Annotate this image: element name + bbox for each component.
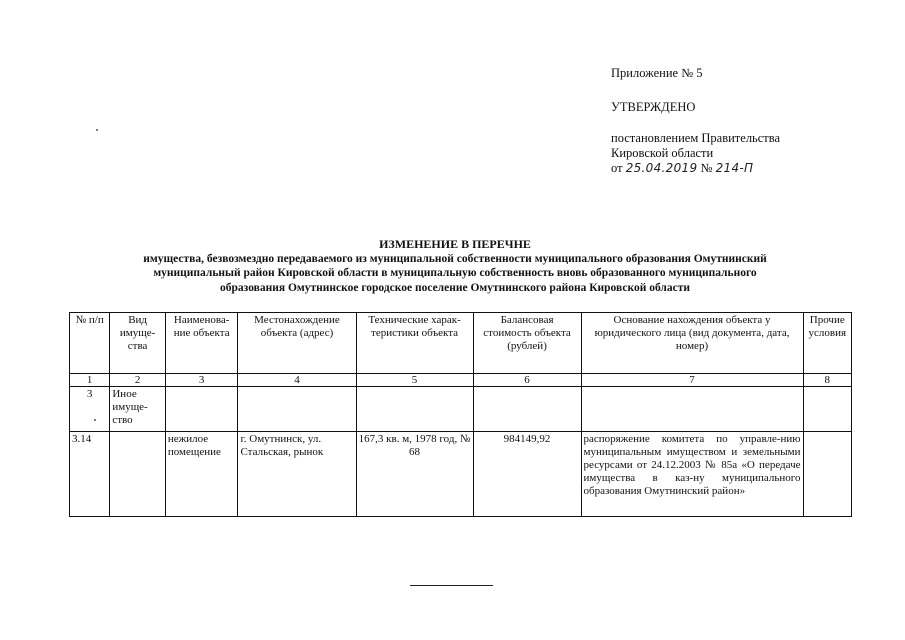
header-cell: Вид имуще-ства xyxy=(110,313,165,374)
handwritten-date: 25.04.2019 xyxy=(625,161,698,175)
empty-cell xyxy=(803,387,851,432)
approved-label: УТВЕРЖДЕНО xyxy=(611,100,696,114)
empty-cell xyxy=(581,387,803,432)
property-table xyxy=(69,312,852,517)
column-number: 2 xyxy=(110,374,165,387)
header-cell: № п/п xyxy=(70,313,110,374)
table-header-row xyxy=(70,313,852,374)
column-number: 3 xyxy=(165,374,238,387)
empty-cell xyxy=(165,387,238,432)
column-number: 8 xyxy=(803,374,851,387)
table-row xyxy=(70,432,852,517)
column-number: 5 xyxy=(356,374,473,387)
approval-block xyxy=(611,66,780,176)
column-number: 4 xyxy=(238,374,356,387)
row-other xyxy=(803,432,851,517)
document-title xyxy=(70,237,840,295)
signature-line xyxy=(410,585,493,586)
row-value: 984149,92 xyxy=(473,432,581,517)
column-number: 1 xyxy=(70,374,110,387)
title-line-3: образования Омутнинское городское поселение Омутнинского района Кировской области xyxy=(220,281,690,294)
row-tech: 167,3 кв. м, 1978 год, № 68 xyxy=(356,432,473,517)
scan-speck xyxy=(94,419,96,421)
date-prefix: от xyxy=(611,161,623,175)
column-number: 7 xyxy=(581,374,803,387)
category-row xyxy=(70,387,852,432)
title-main: ИЗМЕНЕНИЕ В ПЕРЕЧНЕ xyxy=(379,237,531,251)
empty-cell xyxy=(473,387,581,432)
appendix-label: Приложение № 5 xyxy=(611,66,703,80)
row-name: нежилое помещение xyxy=(165,432,238,517)
empty-cell xyxy=(238,387,356,432)
handwritten-number: 214-П xyxy=(715,161,754,175)
header-cell: Местонахождение объекта (адрес) xyxy=(238,313,356,374)
row-kind xyxy=(110,432,165,517)
header-cell: Наименова-ние объекта xyxy=(165,313,238,374)
approved-by-line2: Кировской области xyxy=(611,146,714,160)
scan-speck xyxy=(96,129,98,131)
number-prefix: № xyxy=(700,161,713,175)
category-number: 3 xyxy=(70,387,110,432)
title-line-2: муниципальный район Кировской области в муниципальную собственность вновь образованного муниципального xyxy=(153,267,757,279)
row-basis: распоряжение комитета по управле-нию муниципальным имуществом и земельными ресурсами от 24.12.2003 № 85а «О передаче имущества в каз-ну муниципального образования Омутнинский район» xyxy=(581,432,803,517)
column-numbers-row xyxy=(70,374,852,387)
empty-cell xyxy=(356,387,473,432)
header-cell: Технические харак-теристики объекта xyxy=(356,313,473,374)
header-cell: Прочие условия xyxy=(803,313,851,374)
header-cell: Основание нахождения объекта у юридического лица (вид документа, дата, номер) xyxy=(581,313,803,374)
row-address: г. Омутнинск, ул. Стальская, рынок xyxy=(238,432,356,517)
column-number: 6 xyxy=(473,374,581,387)
category-kind: Иное имуще-ство xyxy=(110,387,165,432)
row-number: 3.14 xyxy=(70,432,110,517)
approval-date-line xyxy=(611,161,780,176)
approved-by-line1: постановлением Правительства xyxy=(611,131,781,145)
header-cell: Балансовая стоимость объекта (рублей) xyxy=(473,313,581,374)
title-line-1: имущества, безвозмездно передаваемого из муниципальной собственности муниципального образования Омутнинский xyxy=(143,252,767,265)
